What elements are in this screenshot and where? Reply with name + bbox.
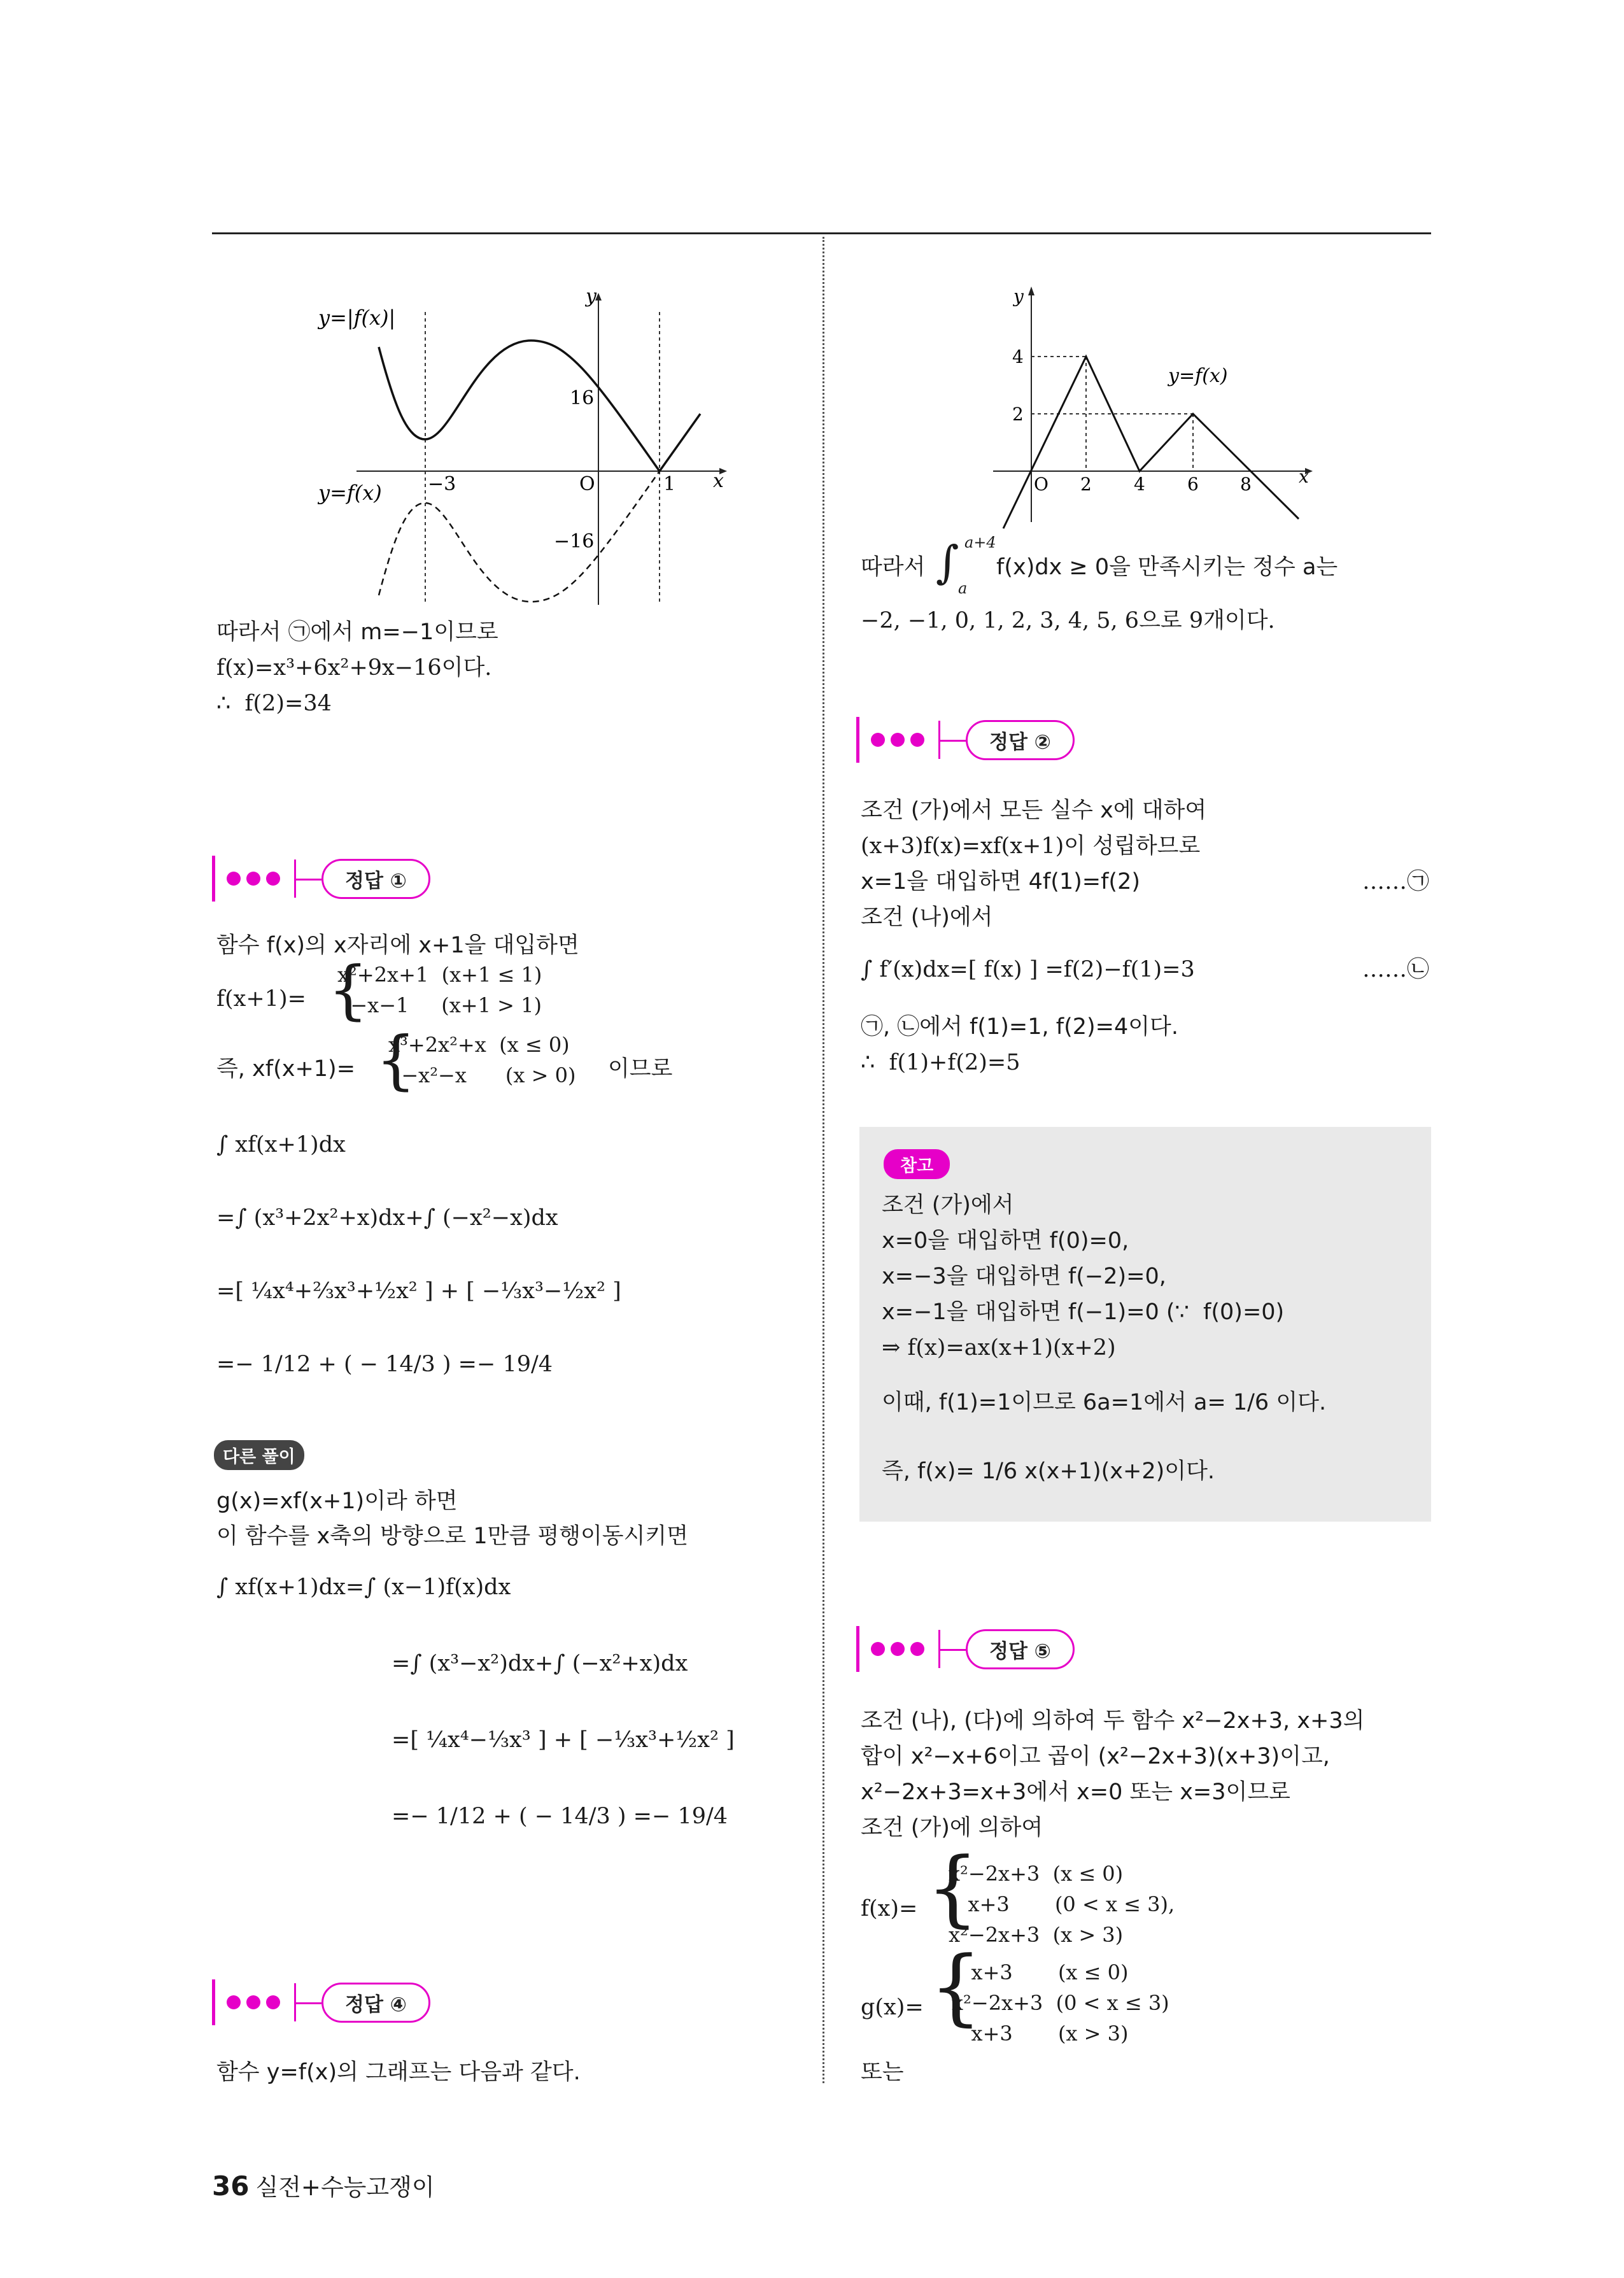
text-line: (x+3)f(x)=xf(x+1)이 성립하므로 — [861, 833, 1201, 859]
answer-header — [856, 714, 1075, 765]
math-line: x²+2x+1 (x+1 ≤ 1) — [337, 963, 542, 987]
math-line: −x²−x (x > 0) — [388, 1063, 576, 1087]
math-line: g(x)= — [861, 1995, 924, 2020]
math-line: x³+2x²+x (x ≤ 0) — [388, 1033, 570, 1057]
footer — [212, 2168, 435, 2202]
answer-pill: 정답 ② — [966, 720, 1075, 760]
tick-x8: 8 — [1240, 474, 1252, 495]
text-line: 조건 (가)에 의하여 — [861, 1815, 1043, 1841]
math-line: =− 1/12 + ( − 14/3 ) =− 19/4 — [216, 1352, 553, 1377]
tick-x6: 6 — [1187, 474, 1199, 495]
tick-2: 2 — [1012, 404, 1024, 425]
text-line: −2, −1, 0, 1, 2, 3, 4, 5, 6으로 9개이다. — [861, 608, 1275, 633]
math-line: x²−2x+3 (x ≤ 0) — [949, 1862, 1124, 1886]
text-line: x=−3을 대입하면 f(−2)=0, — [882, 1264, 1166, 1289]
tick-x2: 2 — [1080, 474, 1092, 495]
text-line: x=0을 대입하면 f(0)=0, — [882, 1228, 1129, 1254]
tick-x4: 4 — [1134, 474, 1145, 495]
text-line: 이때, f(1)=1이므로 6a=1에서 a= 1/6 이다. — [882, 1390, 1327, 1415]
answer-pill: 정답 ⑤ — [966, 1629, 1075, 1669]
label-f: y=f(x) — [318, 481, 382, 505]
x-axis-label: x — [1299, 466, 1309, 487]
label-f: y=f(x) — [1168, 365, 1228, 387]
text-line: ∴ f(2)=34 — [216, 691, 332, 716]
math-line: 즉, xf(x+1)= — [216, 1056, 356, 1082]
tick-1: 1 — [663, 473, 676, 495]
math-line: x²−2x+3 (x > 3) — [949, 1923, 1124, 1947]
text-line: x=1을 대입하면 4f(1)=f(2) — [861, 869, 1141, 895]
integral-upper: a+4 — [964, 534, 996, 551]
math-line: ∫ f′(x)dx=[ f(x) ] =f(2)−f(1)=3 — [861, 957, 1195, 982]
text-line: f(x)=x³+6x²+9x−16이다. — [216, 655, 492, 681]
math-line: x²−2x+3 (0 < x ≤ 3) — [952, 1991, 1169, 2015]
text-line: f(x)dx ≥ 0을 만족시키는 정수 a는 — [996, 555, 1338, 580]
answer-pill: 정답 ① — [321, 859, 430, 899]
math-line: f(x)= — [861, 1896, 918, 1921]
text-line: 또는 — [861, 2060, 904, 2085]
text-line: ∴ f(1)+f(2)=5 — [861, 1050, 1020, 1075]
y-axis-label: y — [1013, 286, 1024, 307]
text-line: 조건 (나)에서 — [861, 905, 993, 930]
text-line: 함수 f(x)의 x자리에 x+1을 대입하면 — [216, 933, 579, 958]
brace: { — [929, 1938, 982, 2035]
note-badge: 참고 — [884, 1149, 950, 1179]
text-line: 조건 (가)에서 — [882, 1192, 1014, 1218]
math-line: =− 1/12 + ( − 14/3 ) =− 19/4 — [392, 1804, 728, 1829]
tick-neg3: −3 — [428, 473, 456, 495]
book-title: 실전+수능고쟁이 — [255, 2174, 435, 2201]
answer-pill: 정답 ④ — [321, 1983, 430, 2023]
text-line: 조건 (가)에서 모든 실수 x에 대하여 — [861, 798, 1207, 823]
text-line: ㉠, ㉡에서 f(1)=1, f(2)=4이다. — [861, 1014, 1178, 1040]
origin-label: O — [579, 473, 595, 495]
text-line: 따라서 — [861, 555, 926, 580]
brace: { — [376, 1022, 416, 1097]
math-line: =[ ¼x⁴−⅓x³ ] + [ −⅓x³+½x² ] — [392, 1727, 735, 1753]
integral-sign: ∫ — [936, 536, 959, 588]
text-line: 함수 y=f(x)의 그래프는 다음과 같다. — [216, 2060, 581, 2085]
math-line: −x−1 (x+1 > 1) — [337, 993, 542, 1017]
math-line: =[ ¼x⁴+⅔x³+½x² ] + [ −⅓x³−½x² ] — [216, 1278, 621, 1304]
integral-lower: a — [958, 579, 968, 597]
text-marker: ……㉠ — [1362, 869, 1430, 895]
math-line: ∫ xf(x+1)dx=∫ (x−1)f(x)dx — [216, 1574, 511, 1600]
column-divider — [823, 237, 824, 2083]
tick-4: 4 — [1012, 346, 1024, 367]
text-line: 이 함수를 x축의 방향으로 1만큼 평행이동시키면 — [216, 1524, 689, 1549]
math-line: ∫ xf(x+1)dx — [216, 1132, 346, 1157]
text-marker: ……㉡ — [1362, 957, 1430, 982]
text-line: g(x)=xf(x+1)이라 하면 — [216, 1489, 458, 1514]
text-line: 즉, f(x)= 1/6 x(x+1)(x+2)이다. — [882, 1459, 1215, 1484]
tick-neg16: −16 — [554, 530, 595, 553]
text-line: x=−1을 대입하면 f(−1)=0 (∵ f(0)=0) — [882, 1299, 1285, 1325]
text-line: 조건 (나), (다)에 의하여 두 함수 x²−2x+3, x+3의 — [861, 1708, 1365, 1734]
math-line: x+3 (0 < x ≤ 3), — [949, 1892, 1175, 1916]
math-line: =∫ (x³−x²)dx+∫ (−x²+x)dx — [392, 1651, 688, 1676]
left-graph — [306, 287, 738, 611]
tick-16: 16 — [570, 387, 595, 409]
text-line: ⇒ f(x)=ax(x+1)(x+2) — [882, 1335, 1116, 1361]
answer-header — [856, 1624, 1075, 1674]
math-line: x+3 (x ≤ 0) — [952, 1960, 1129, 1984]
math-line: =∫ (x³+2x²+x)dx+∫ (−x²−x)dx — [216, 1205, 558, 1231]
brace: { — [328, 952, 369, 1027]
math-line: x+3 (x > 3) — [952, 2021, 1129, 2046]
text-line: 합이 x²−x+6이고 곱이 (x²−2x+3)(x+3)이고, — [861, 1744, 1330, 1769]
text-line: x²−2x+3=x+3에서 x=0 또는 x=3이므로 — [861, 1779, 1290, 1805]
right-graph — [980, 280, 1324, 535]
answer-header — [212, 853, 430, 904]
top-rule — [212, 232, 1431, 234]
math-line: 이므로 — [608, 1056, 673, 1082]
math-line: f(x+1)= — [216, 986, 306, 1012]
answer-header — [212, 1977, 430, 2028]
y-axis-label: y — [586, 287, 597, 308]
alt-solution-badge: 다른 풀이 — [214, 1440, 304, 1470]
origin-label: O — [1034, 474, 1049, 495]
brace: { — [926, 1839, 979, 1936]
x-axis-label: x — [713, 470, 724, 492]
label-abs-f: y=|f(x)| — [318, 306, 396, 330]
text-line: 따라서 ㉠에서 m=−1이므로 — [216, 619, 498, 645]
page-number: 36 — [212, 2170, 250, 2202]
